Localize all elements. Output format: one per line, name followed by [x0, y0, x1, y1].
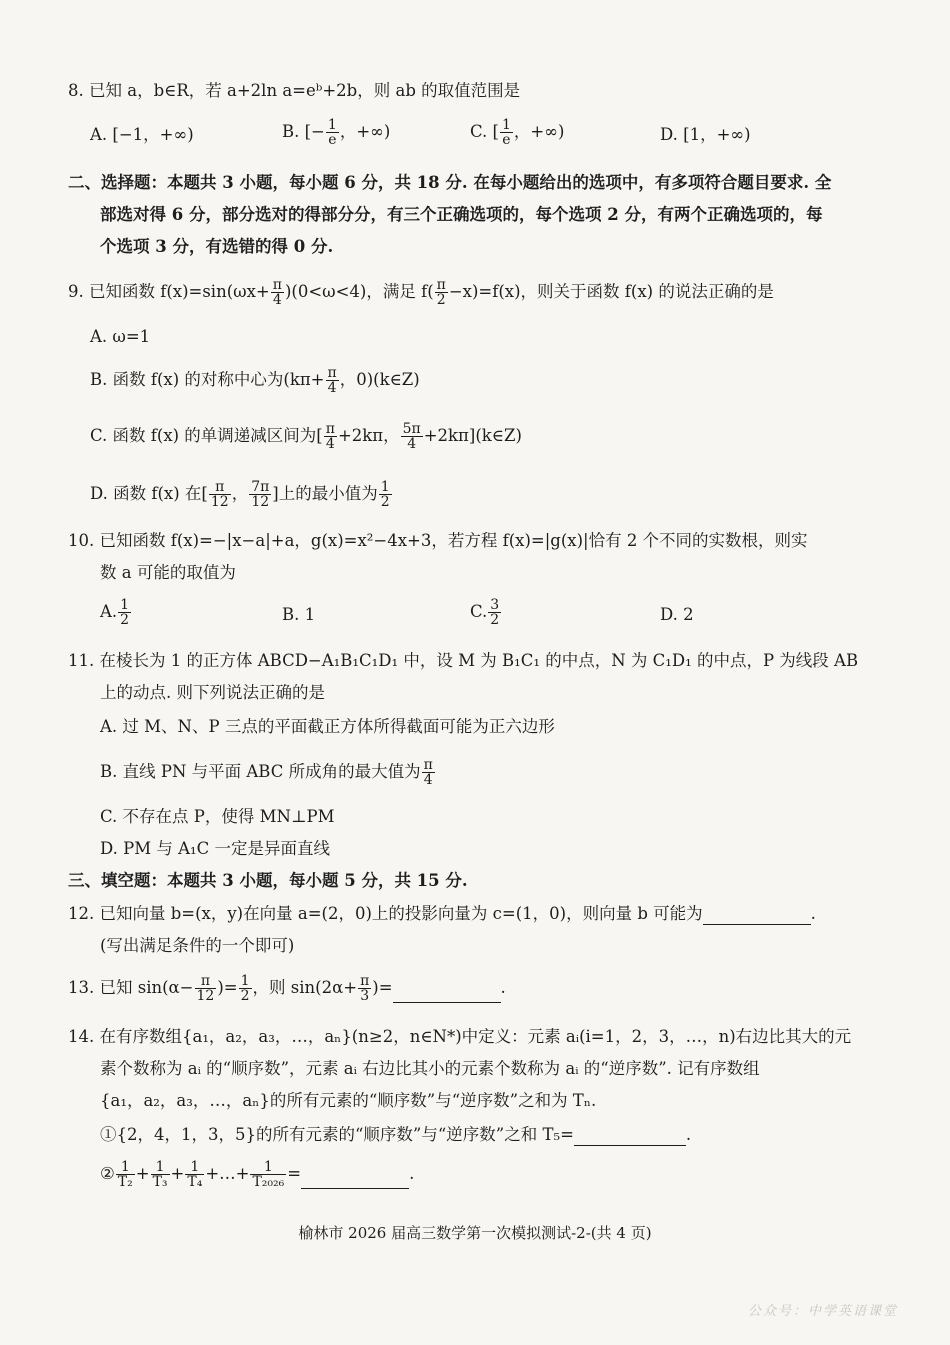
q13-stem: 13. 已知 sin(α− $\frac{\pi}{12}$ )= $\frac{1}{2}$ ，则 sin(2α+ $\frac{\pi}{3}$ )= . [68, 973, 506, 1004]
answer-blank[interactable] [574, 1127, 686, 1146]
fraction: $\frac{\pi}{4}$ [327, 365, 337, 396]
answer-blank[interactable] [301, 1170, 409, 1189]
q8-option-c: C. [ $\frac{1}{e}$ ，+∞) [470, 117, 565, 148]
page-footer: 榆林市 2026 届高三数学第一次模拟测试-2-(共 4 页) [298, 1224, 652, 1242]
q11-stem-line1: 11. 在棱长为 1 的正方体 ABCD−A₁B₁C₁D₁ 中，设 M 为 B₁C₁ 的中点，N 为 C₁D₁ 的中点，P 为线段 AB [68, 651, 859, 670]
q14-stem-line1: 14. 在有序数组{a₁，a₂，a₃，…，aₙ}(n≥2，n∈N*)中定义：元素 aᵢ(i=1，2，3，…，n)右边比其大的元 [68, 1027, 852, 1046]
q14-stem-line3: {a₁，a₂，a₃，…，aₙ}的所有元素的“顺序数”与“逆序数”之和为 Tₙ. [100, 1091, 597, 1110]
section2-heading-line2: 部选对得 6 分，部分选对的得部分分，有三个正确选项的，每个选项 2 分，有两个正确选项的，每 [100, 205, 823, 224]
q10-option-d: D. 2 [660, 605, 694, 624]
fraction: $\frac{1}{2}$ [120, 597, 130, 628]
q9-option-c: C. 函数 f(x) 的单调递减区间为[ $\frac{\pi}{4}$ +2kπ， $\frac{5\pi}{4}$ +2kπ](k∈Z) [90, 421, 522, 452]
watermark: 公众号：中学英语课堂 [747, 1304, 898, 1319]
q9-option-d: D. 函数 f(x) 在[ $\frac{\pi}{12}$ ， $\frac{7\pi}{12}$ ]上的最小值为 $\frac{1}{2}$ [90, 479, 390, 510]
section3-heading: 三、填空题：本题共 3 小题，每小题 5 分，共 15 分. [68, 871, 468, 890]
q10-stem-line2: 数 a 可能的取值为 [100, 563, 236, 582]
q11-option-d: D. PM 与 A₁C 一定是异面直线 [100, 839, 331, 858]
fraction: $\frac{1}{e}$ [501, 117, 511, 148]
q11-stem-line2: 上的动点. 则下列说法正确的是 [100, 683, 325, 702]
q8-option-a: A. [−1，+∞) [90, 125, 194, 144]
q14-sub1: ①{2，4，1，3，5}的所有元素的“顺序数”与“逆序数”之和 T₅= . [100, 1125, 692, 1144]
fraction: $\frac{\pi}{12}$ [196, 973, 215, 1004]
q10-option-c: C. $\frac{3}{2}$ [470, 597, 500, 628]
answer-blank[interactable] [703, 906, 811, 925]
q10-option-b: B. 1 [282, 605, 316, 624]
fraction: $\frac{\pi}{4}$ [272, 277, 282, 308]
q8-option-d: D. [1，+∞) [660, 125, 751, 144]
q9-stem: 9. 已知函数 f(x)=sin(ωx+ $\frac{\pi}{4}$ )(0<ω<4)，满足 f( $\frac{\pi}{2}$ −x)=f(x)，则关于函数 f(x) 的说法正确的是 [68, 277, 774, 308]
q8-stem: 8. 已知 a，b∈R，若 a+2ln a=eᵇ+2b，则 ab 的取值范围是 [68, 81, 521, 100]
q12-stem-line1: 12. 已知向量 b=(x，y)在向量 a=(2，0)上的投影向量为 c=(1，0)，则向量 b 可能为 . [68, 904, 816, 923]
fraction: $\frac{\pi}{2}$ [436, 277, 446, 308]
fraction: $\frac{\pi}{4}$ [423, 757, 433, 788]
fraction: $\frac{1}{2}$ [380, 479, 390, 510]
fraction: $\frac{\pi}{3}$ [360, 973, 370, 1004]
q11-option-a: A. 过 M、N、P 三点的平面截正方体所得截面可能为正六边形 [100, 717, 555, 736]
fraction: $\frac{\pi}{12}$ [210, 479, 229, 510]
q12-stem-line2: (写出满足条件的一个即可) [100, 936, 295, 955]
section2-heading-line3: 个选项 3 分，有选错的得 0 分. [100, 237, 334, 256]
q9-option-b: B. 函数 f(x) 的对称中心为(kπ+ $\frac{\pi}{4}$ ，0)(k∈Z) [90, 365, 420, 396]
fraction: $\frac{7\pi}{12}$ [251, 479, 270, 510]
q14-stem-line2: 素个数称为 aᵢ 的“顺序数”，元素 aᵢ 右边比其小的元素个数称为 aᵢ 的“逆序数”. 记有序数组 [100, 1059, 760, 1078]
q14-sub2: ② $\frac{1}{\text{T₂}}$ + $\frac{1}{\text{T₃}}$ + $\frac{1}{\text{T₄}}$ +…+ $\frac{1}{\text{T₂₀₂₆}}$ = . [100, 1159, 415, 1190]
fraction: $\frac{1}{2}$ [240, 973, 250, 1004]
fraction: $\frac{1}{\text{T₂}}$ [117, 1159, 133, 1190]
q9-option-a: A. ω=1 [90, 327, 151, 346]
fraction: $\frac{1}{\text{T₂₀₂₆}}$ [252, 1159, 285, 1190]
q10-option-a: A. $\frac{1}{2}$ [100, 597, 130, 628]
q11-option-b: B. 直线 PN 与平面 ABC 所成角的最大值为 $\frac{\pi}{4}$ [100, 757, 433, 788]
fraction: $\frac{1}{\text{T₄}}$ [187, 1159, 203, 1190]
answer-blank[interactable] [393, 984, 501, 1003]
fraction: $\frac{1}{e}$ [327, 117, 337, 148]
fraction: $\frac{\pi}{4}$ [325, 421, 335, 452]
section2-heading-line1: 二、选择题：本题共 3 小题，每小题 6 分，共 18 分. 在每小题给出的选项中，有多项符合题目要求. 全 [68, 173, 832, 192]
fraction: $\frac{1}{\text{T₃}}$ [152, 1159, 168, 1190]
q10-stem-line1: 10. 已知函数 f(x)=−|x−a|+a，g(x)=x²−4x+3，若方程 f(x)=|g(x)|恰有 2 个不同的实数根，则实 [68, 531, 808, 550]
fraction: $\frac{5\pi}{4}$ [402, 421, 421, 452]
q11-option-c: C. 不存在点 P，使得 MN⊥PM [100, 807, 335, 826]
fraction: $\frac{3}{2}$ [490, 597, 500, 628]
q8-option-b: B. [− $\frac{1}{e}$ ，+∞) [282, 117, 391, 148]
